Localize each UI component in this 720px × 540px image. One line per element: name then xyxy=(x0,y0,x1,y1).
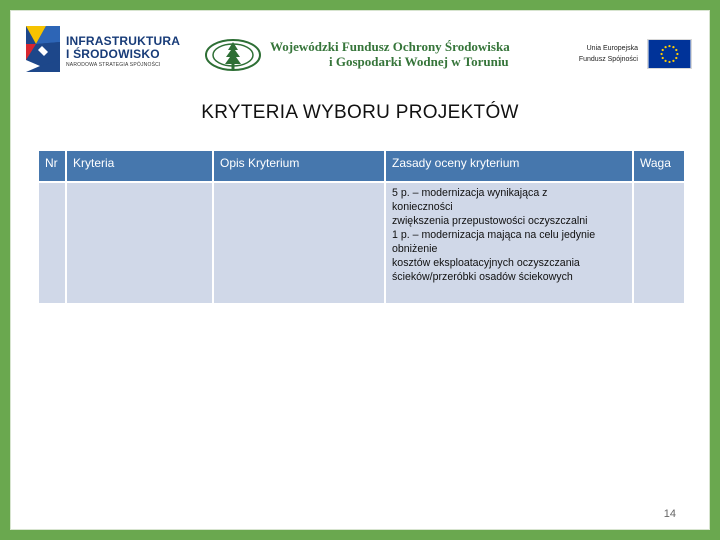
zasady-line-3: zwiększenia przepustowości oczyszczalni xyxy=(392,214,588,227)
cell-waga xyxy=(633,182,685,304)
table-header-row xyxy=(38,150,685,182)
wfos-logo-line2: i Gospodarki Wodnej w Toruniu xyxy=(329,54,509,69)
cell-nr xyxy=(38,182,66,304)
page-number: 14 xyxy=(663,508,676,520)
zasady-line-2: konieczności xyxy=(392,200,453,213)
zasady-line-1: 5 p. – modernizacja wynikająca z xyxy=(392,187,548,199)
table-row xyxy=(38,182,685,304)
cell-zasady xyxy=(385,182,633,304)
wfos-logo-line1: Wojewódzki Fundusz Ochrony Środowiska xyxy=(270,39,510,54)
infrastructure-logo-mark-icon xyxy=(26,26,60,72)
eu-label-line2: Fundusz Spójności xyxy=(578,56,638,63)
wfos-logo-mark-icon xyxy=(204,38,262,72)
cell-kryteria xyxy=(66,182,213,304)
header-zasady-oceny: Zasady oceny kryterium xyxy=(385,150,633,182)
cell-opis xyxy=(213,182,385,304)
eu-flag-icon xyxy=(647,39,692,69)
eu-label-line1: Unia Europejska xyxy=(586,45,638,52)
header-opis-kryterium: Opis Kryterium xyxy=(213,150,385,182)
infrastructure-environment-logo xyxy=(26,26,181,76)
zasady-line-6: kosztów eksploatacyjnych oczyszczania xyxy=(392,256,580,269)
page-title: KRYTERIA WYBORU PROJEKTÓW xyxy=(201,102,519,123)
criteria-table xyxy=(37,149,686,305)
infrastructure-logo-line2: I ŚRODOWISKO xyxy=(66,47,160,61)
header-kryteria: Kryteria xyxy=(66,150,213,182)
zasady-line-4: 1 p. – modernizacja mająca na celu jedynie xyxy=(392,228,596,241)
infrastructure-logo-line1: INFRASTRUKTURA xyxy=(66,34,181,48)
zasady-line-5: obniżenie xyxy=(392,242,438,255)
header-nr: Nr xyxy=(38,150,66,182)
infrastructure-logo-subline: NARODOWA STRATEGIA SPÓJNOŚCI xyxy=(66,62,161,68)
zasady-line-7: ścieków/przeróbki osadów ściekowych xyxy=(392,270,573,283)
header-waga: Waga xyxy=(633,150,685,182)
